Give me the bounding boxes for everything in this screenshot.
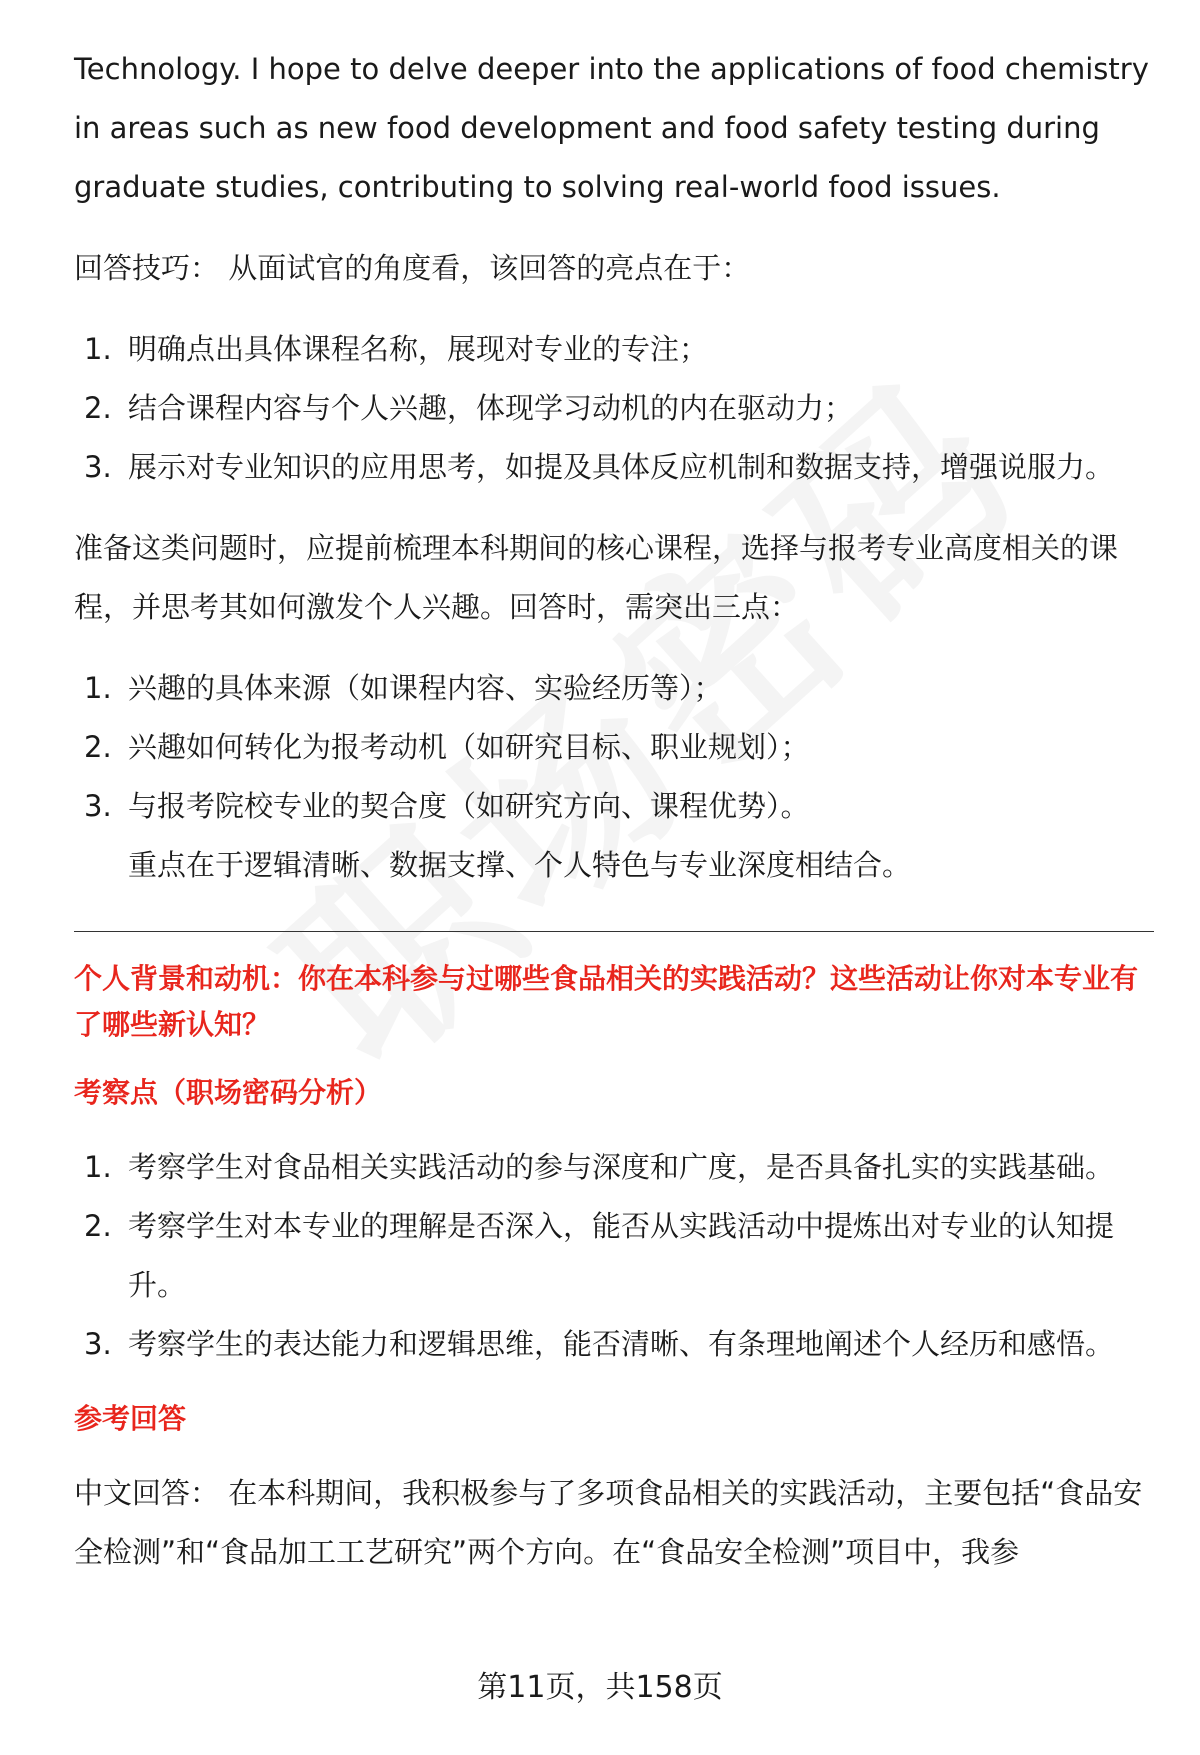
question-title: 个人背景和动机：你在本科参与过哪些食品相关的实践活动？这些活动让你对本专业有了哪些新认知？: [74, 962, 1139, 1041]
list-text: 兴趣如何转化为报考动机（如研究目标、职业规划）；: [128, 730, 810, 764]
list-item: [74, 1315, 1154, 1374]
document-page: [74, 40, 1154, 1582]
list-item: [74, 320, 1154, 379]
list-item: [74, 379, 1154, 438]
list-item: [74, 1197, 1154, 1315]
intro-paragraph: [74, 40, 1154, 217]
list-text: 明确点出具体课程名称，展现对专业的专注；: [128, 332, 709, 366]
list-number: 1.: [84, 332, 112, 366]
intro-line: graduate studies, contributing to solving real-world food issues.: [74, 170, 1001, 204]
list-number: 2.: [84, 391, 112, 425]
answer-heading: 参考回答: [74, 1402, 187, 1435]
list-item: [74, 777, 1154, 836]
tips-heading: 回答技巧： 从面试官的角度看，该回答的亮点在于：: [74, 251, 751, 285]
list-text: 展示对专业知识的应用思考，如提及具体反应机制和数据支持，增强说服力。: [128, 450, 1115, 484]
prep-list: [74, 659, 1154, 836]
intro-line: in areas such as new food development and food safety testing during: [74, 111, 1100, 145]
list-number: 3.: [84, 450, 112, 484]
list-number: 3.: [84, 1327, 112, 1361]
prep-note: 重点在于逻辑清晰、数据支撑、个人特色与专业深度相结合。: [128, 848, 912, 882]
page-number: 第11页，共158页: [477, 1670, 723, 1705]
list-number: 2.: [84, 730, 112, 764]
list-text: 考察学生对食品相关实践活动的参与深度和广度，是否具备扎实的实践基础。: [128, 1150, 1115, 1184]
prep-paragraph: 准备这类问题时，应提前梳理本科期间的核心课程，选择与报考专业高度相关的课程，并思考其如何激发个人兴趣。回答时，需突出三点：: [74, 531, 1119, 624]
section-divider: [74, 931, 1154, 932]
list-text: 兴趣的具体来源（如课程内容、实验经历等）；: [128, 671, 723, 705]
list-number: 3.: [84, 789, 112, 823]
list-text: 结合课程内容与个人兴趣，体现学习动机的内在驱动力；: [128, 391, 854, 425]
list-text: 考察学生的表达能力和逻辑思维，能否清晰、有条理地阐述个人经历和感悟。: [128, 1327, 1115, 1361]
list-number: 2.: [84, 1209, 112, 1243]
answer-paragraph: 中文回答： 在本科期间，我积极参与了多项食品相关的实践活动，主要包括“食品安全检测”和“食品加工工艺研究”两个方向。在“食品安全检测”项目中，我参: [74, 1476, 1143, 1569]
tips-list: [74, 320, 1154, 497]
list-item: [74, 718, 1154, 777]
list-item: [74, 1138, 1154, 1197]
list-number: 1.: [84, 1150, 112, 1184]
list-text: 与报考院校专业的契合度（如研究方向、课程优势）。: [128, 789, 810, 823]
list-item: [74, 438, 1154, 497]
list-number: 1.: [84, 671, 112, 705]
list-text: 考察学生对本专业的理解是否深入，能否从实践活动中提炼出对专业的认知提升。: [128, 1209, 1115, 1302]
list-item: [74, 659, 1154, 718]
intro-line: Technology. I hope to delve deeper into the applications of food chemistry: [74, 52, 1149, 86]
points-list: [74, 1138, 1154, 1374]
points-heading: 考察点（职场密码分析）: [74, 1076, 383, 1109]
